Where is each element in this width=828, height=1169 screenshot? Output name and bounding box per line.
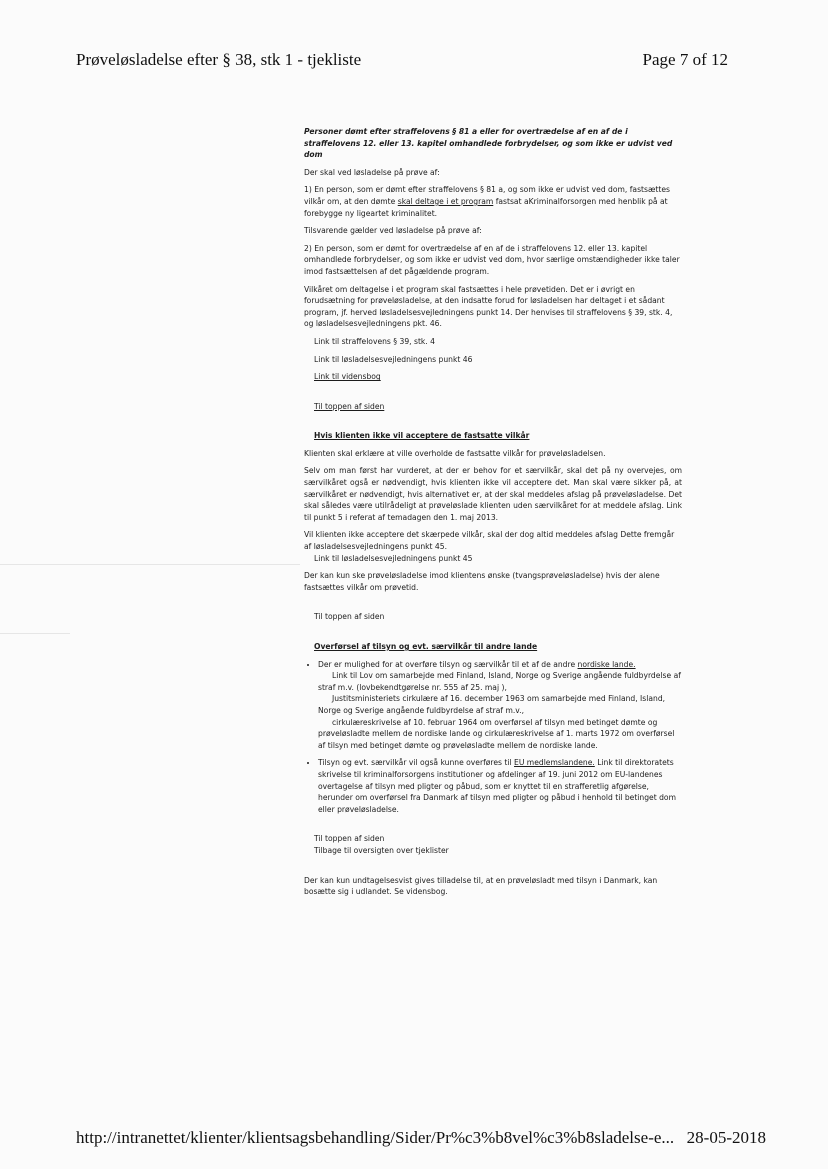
back-to-top-link[interactable]: Til toppen af siden bbox=[314, 612, 385, 622]
paragraph: Selv om man først har vurderet, at der er behov for et særvilkår, skal det på ny overvejes, om særvilkåret også er nødvendigt, hvis klienten ikke vil acceptere det. Man skal være sikker på, at særvilkåret er nødvendigt, hvis alternativet er, at der skal meddeles afslag på prøveløsladelse. Det skal således være utilrådeligt at prøveløslade klienten uden særvilkåret for at meddele afslag. Link til punkt 5 i referat af temadagen den 1. maj 2013. bbox=[304, 466, 682, 522]
paragraph: Der kan kun ske prøveløsladelse imod klientens ønske (tvangsprøveløsladelse) hvis der alene fastsættes vilkår om prøvetid. bbox=[304, 571, 660, 592]
back-to-overview-link[interactable]: Tilbage til oversigten over tjeklister bbox=[314, 845, 449, 855]
paragraph: Der kan kun undtagelsesvist gives tilladelse til, at en prøveløsladt med tilsyn i Danmark, kan bosætte sig i udlandet. Se vidensbog. bbox=[304, 875, 658, 897]
section-title-accept: Hvis klienten ikke vil acceptere de fastsatte vilkår bbox=[314, 431, 530, 441]
page-number: Page 7 of 12 bbox=[642, 50, 728, 69]
text: fastsat aKriminalforsorgen med henblik på at forebygge ny ligeartet kriminalitet. bbox=[304, 196, 668, 218]
paragraph: Vilkåret om deltagelse i et program skal fastsættes i hele prøvetiden. Det er i øvrigt en forudsætning for prøveløsladelse, at den indsatte forud for løsladelsen har deltaget i et sådant program, jf. herved løsladelsesvejledningens punkt 14. Der henvises til straffelovens § 39, stk. 4, og løsladelsesvejledningens pkt. 46. bbox=[304, 284, 673, 329]
back-to-top-link[interactable]: Til toppen af siden bbox=[314, 834, 385, 844]
footer-date: 28-05-2018 bbox=[686, 1128, 766, 1147]
link-vejledning-46[interactable]: Link til løsladelsesvejledningens punkt 46 bbox=[314, 354, 473, 364]
scan-artifact bbox=[0, 633, 70, 634]
page-header bbox=[76, 50, 728, 76]
footer-url: http://intranettet/klienter/klientsagsbehandling/Sider/Pr%c3%b8vel%c3%b8sladelse-e... bbox=[76, 1128, 675, 1147]
paragraph: 2) En person, som er dømt for overtrædelse af en af de i straffelovens 12. eller 13. kapitel omhandlede forbrydelser, og som ikke er udvist ved dom, hvor særlige omstændigheder ikke taler imod fastsættelsen af det pågældende program. bbox=[304, 243, 680, 276]
text: 1) En person, som er dømt efter straffelovens § 81 a, og som ikke er udvist ved dom, fastsættes vilkår om, at den dømte bbox=[304, 185, 671, 206]
list-item bbox=[318, 757, 682, 815]
page-content bbox=[304, 126, 682, 904]
paragraph: Vil klienten ikke acceptere det skærpede vilkår, skal der dog altid meddeles afslag Dette fremgår af løsladelsesvejledningens punkt 45. bbox=[304, 530, 675, 552]
cirkulaereskrivelse-text: cirkulæreskrivelse af 10. februar 1964 om overførsel af tilsyn med betinget dømte og prøveløsladte mellem de nordiske lande og cirkulæreskrivelse af 1. marts 1972 om overførsel af tilsyn med betinget dømte og prøveløsladte mellem de nordiske lande. bbox=[318, 717, 675, 750]
document-title: Prøveløsladelse efter § 38, stk 1 - tjekliste bbox=[76, 50, 362, 69]
paragraph: Klienten skal erklære at ville overholde de fastsatte vilkår for prøveløsladelsen. bbox=[304, 448, 606, 458]
paragraph bbox=[304, 184, 682, 219]
link-vejledning-45[interactable]: Link til løsladelsesvejledningens punkt 45 bbox=[314, 553, 473, 563]
eu-link[interactable]: EU medlemslandene. bbox=[514, 758, 595, 768]
lov-link[interactable]: Link til Lov om samarbejde med Finland, Island, Norge og Sverige angående fuldbyrdelse af straf m.v. (lovbekendtgørelse nr. 555 af 25. maj ), bbox=[318, 671, 681, 692]
back-to-top-link[interactable]: Til toppen af siden bbox=[314, 401, 385, 411]
cirkulaere-text: Justitsministeriets cirkulære af 16. december 1963 om samarbejde med Finland, Island, Norge og Sverige angående fuldbyrdelse af straf m.v., bbox=[318, 694, 666, 715]
section-heading-italic: Personer dømt efter straffelovens § 81 a eller for overtrædelse af en af de i straffelovens 12. eller 13. kapitel omhandlede forbrydelser, og som ikke er udvist ved dom bbox=[304, 127, 673, 160]
list-item bbox=[318, 659, 682, 752]
page-footer bbox=[76, 1128, 766, 1152]
text: Link til direktoratets skrivelse til kriminalforsorgens institutioner og afdelinger af 19. juni 2012 om EU-landenes overtagelse af tilsyn med pligter og påbud, som er knyttet til en strafferetlig afgørelse, herunder om overførsel fra Danmark af tilsyn med pligter og påbud i henhold til betinget dom eller prøveløsladelse. bbox=[318, 758, 676, 814]
paragraph: Der skal ved løsladelse på prøve af: bbox=[304, 167, 440, 177]
bullet-list bbox=[304, 659, 682, 816]
text: Der er mulighed for at overføre tilsyn og særvilkår til et af de andre bbox=[318, 659, 578, 669]
text: Tilsyn og evt. særvilkår vil også kunne overføres til bbox=[318, 758, 515, 768]
nordic-link[interactable]: nordiske lande. bbox=[577, 659, 636, 669]
link-straffeloven[interactable]: Link til straffelovens § 39, stk. 4 bbox=[314, 336, 435, 346]
program-link[interactable]: skal deltage i et program bbox=[397, 196, 494, 206]
scan-artifact bbox=[0, 564, 300, 565]
paragraph: Tilsvarende gælder ved løsladelse på prøve af: bbox=[304, 226, 482, 236]
link-vidensbog[interactable]: Link til vidensbog bbox=[314, 372, 381, 382]
section-title-transfer: Overførsel af tilsyn og evt. særvilkår til andre lande bbox=[314, 642, 538, 651]
